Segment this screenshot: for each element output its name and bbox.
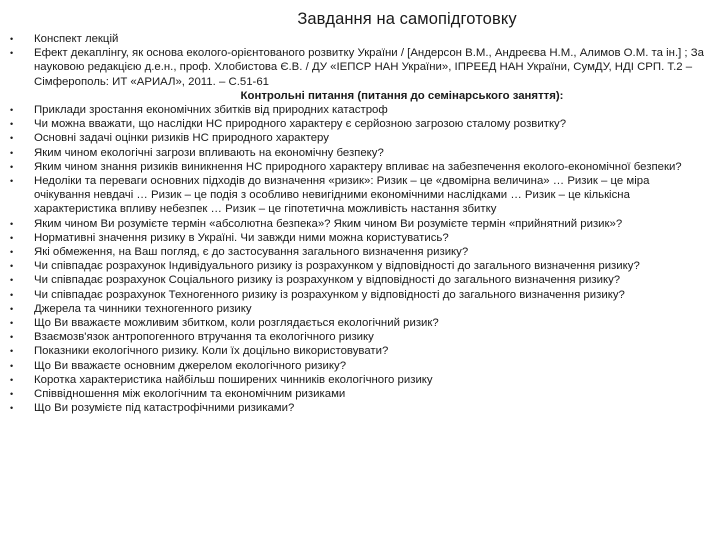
list-item-text: Що Ви розумієте під катастрофічними ризиками? <box>34 402 295 415</box>
question-item <box>8 344 706 358</box>
list-item-text: Яким чином Ви розумієте термін «абсолютна безпека»? Яким чином Ви розумієте термін «прийнятний ризик»? <box>34 217 623 230</box>
question-item <box>8 131 706 145</box>
question-item <box>8 259 706 273</box>
question-item <box>8 302 706 316</box>
bullet-icon: • <box>10 218 14 229</box>
bullet-icon: • <box>10 105 14 116</box>
bullet-icon: • <box>10 360 14 371</box>
list-item-text: Основні задачі оцінки ризиків НС природного характеру <box>34 132 329 145</box>
bullet-icon: • <box>10 247 14 258</box>
bullet-icon: • <box>10 389 14 400</box>
bullet-icon: • <box>10 48 14 59</box>
bullet-icon: • <box>10 346 14 357</box>
question-item <box>8 401 706 415</box>
bullet-icon: • <box>10 303 14 314</box>
list-item-text: Чи співпадає розрахунок Техногенного ризику із розрахунком у відповідності до загального визначення ризику? <box>34 288 625 301</box>
bullet-icon: • <box>10 403 14 414</box>
bullet-icon: • <box>10 147 14 158</box>
section-subheading: Контрольні питання (питання до семінарського заняття): <box>240 89 564 102</box>
slide-title: Завдання на самопідготовку <box>297 10 517 28</box>
bullet-list-questions <box>8 103 706 415</box>
bullet-icon: • <box>10 374 14 385</box>
list-item-text: Що Ви вважаєте основним джерелом екологічного ризику? <box>34 359 347 372</box>
list-item-text: Коротка характеристика найбільш поширених чинників екологічного ризику <box>34 373 433 386</box>
list-item-text: Взаємозв'язок антропогенного втручання та екологічного ризику <box>34 331 374 344</box>
list-item-text: Яким чином знання ризиків виникнення НС природного характеру впливає на забезпечення еколого-економічної безпеки? <box>34 160 682 173</box>
bullet-icon: • <box>10 318 14 329</box>
bullet-icon: • <box>10 275 14 286</box>
bullet-icon: • <box>10 332 14 343</box>
question-item <box>8 273 706 287</box>
question-item <box>8 160 706 174</box>
question-item <box>8 387 706 401</box>
question-item <box>8 103 706 117</box>
question-item <box>8 174 706 217</box>
list-item-text: Конспект лекцій <box>34 33 119 45</box>
list-item-text: Недоліки та переваги основних підходів до визначення «ризик»: Ризик – це «двомірна величина» … Ризик – це міра очікування невдачі … Ризик – це подія з особливо невигідними економічними наслідками … Ризик – це кількісна характеристика впливу небезпек … Ризик – це гіпотетична можливість настання збитку <box>34 175 650 216</box>
list-item-text: Чи співпадає розрахунок Соціального ризику із розрахунком у відповідності до загального визначення ризику? <box>34 274 621 287</box>
reference-item <box>8 46 706 89</box>
bullet-icon: • <box>10 232 14 243</box>
list-item-text: Яким чином екологічні загрози впливають на економічну безпеку? <box>34 146 384 159</box>
list-item-text: Ефект декаплінгу, як основа еколого-орієнтованого розвитку України / [Андерсон В.М., Андреєва Н.М., Алимов О.М. та ін.] ; За науковою редакцією д.е.н., проф. Хлобистова Є.В. / ДУ «ІЕПСР НАН України», ІПРЕЕД НАН України, СумДУ, НДІ СРП. Т.2 – Сімферополь: ИТ «АРИАЛ», 2011. – С.51-61 <box>34 47 704 88</box>
bullet-list-references <box>8 32 706 89</box>
bullet-icon: • <box>10 119 14 130</box>
question-item <box>8 316 706 330</box>
bullet-icon: • <box>10 289 14 300</box>
list-item-text: Джерела та чинники техногенного ризику <box>34 302 252 315</box>
list-item-text: Приклади зростання економічних збитків від природних катастроф <box>34 104 388 117</box>
question-item <box>8 245 706 259</box>
list-item-text: Чи співпадає розрахунок Індивідуального ризику із розрахунком у відповідності до загального визначення ризику? <box>34 260 640 273</box>
question-item <box>8 359 706 373</box>
list-item-text: Які обмеження, на Ваш погляд, є до застосування загального визначення ризику? <box>34 246 469 259</box>
reference-item <box>8 32 706 46</box>
list-item-text: Співвідношення між екологічним та економічним ризиками <box>34 388 346 401</box>
list-item-text: Показники екологічного ризику. Коли їх доцільно використовувати? <box>34 345 389 358</box>
bullet-icon: • <box>10 161 14 172</box>
question-item <box>8 373 706 387</box>
bullet-icon: • <box>10 34 14 44</box>
question-item <box>8 231 706 245</box>
question-item <box>8 330 706 344</box>
question-item <box>8 288 706 302</box>
list-item-text: Що Ви вважаєте можливим збитком, коли розглядається екологічний ризик? <box>34 317 439 330</box>
question-item <box>8 217 706 231</box>
list-item-text: Чи можна вважати, що наслідки НС природного характеру є серйозною загрозою сталому розвитку? <box>34 118 567 131</box>
question-item <box>8 146 706 160</box>
bullet-icon: • <box>10 176 14 187</box>
list-item-text: Нормативні значення ризику в Україні. Чи завжди ними можна користуватись? <box>34 231 449 244</box>
question-item <box>8 117 706 131</box>
bullet-icon: • <box>10 261 14 272</box>
slide-content <box>8 32 706 415</box>
bullet-icon: • <box>10 133 14 144</box>
